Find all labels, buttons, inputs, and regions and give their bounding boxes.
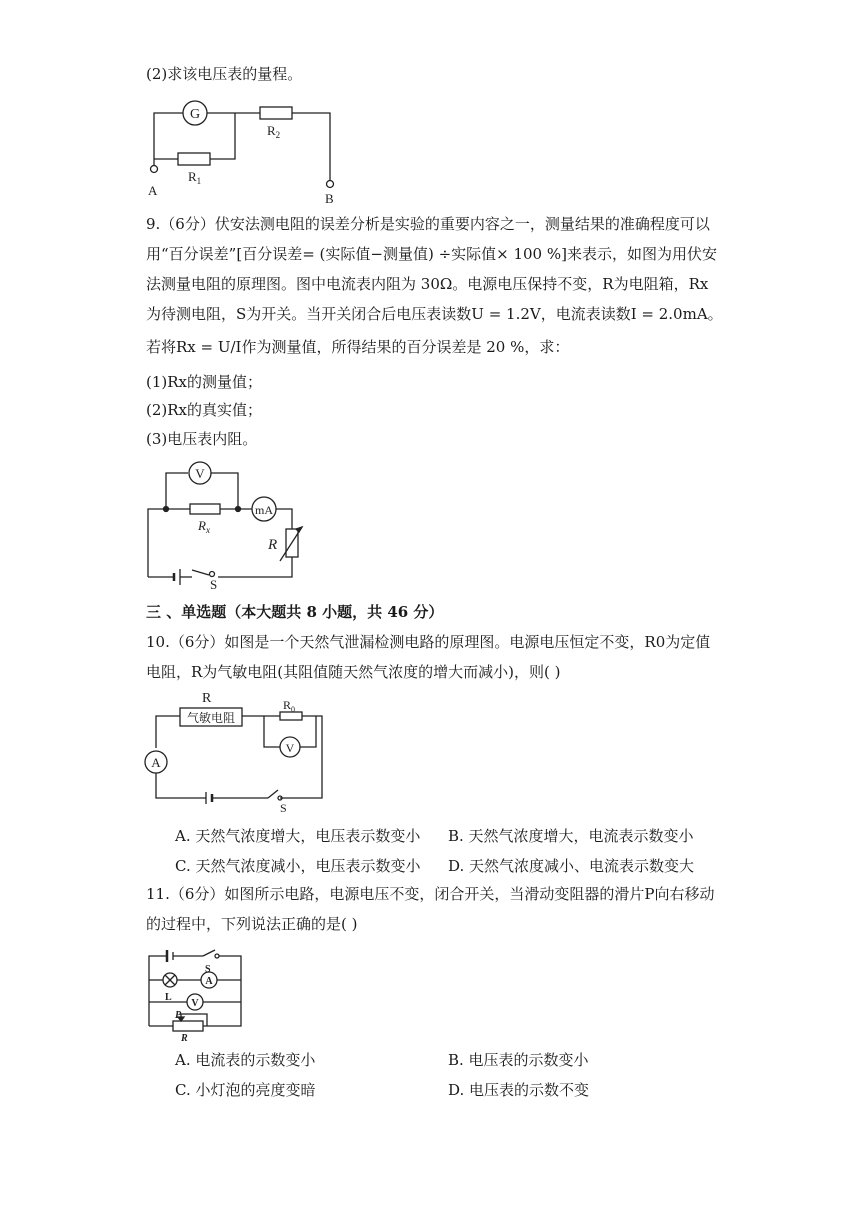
q11-option-c[interactable]: C. 小灯泡的亮度变暗: [175, 1081, 316, 1099]
q11-circuit-figure: [143, 944, 253, 1044]
q9-line5: 若将Rx = U/I作为测量值，所得结果的百分误差是 20 %，求：: [146, 338, 570, 356]
q9-circuit-figure: [140, 457, 310, 592]
q8-circuit-figure: [140, 95, 350, 205]
q11-s-label: S: [205, 964, 211, 975]
q10-line2: 电阻，R为气敏电阻(其阻值随天然气浓度的增大而减小)，则( ): [146, 663, 561, 681]
q10-option-d[interactable]: D. 天然气浓度减小、电流表示数变大: [448, 857, 695, 875]
rx-resistor-icon: [190, 504, 220, 514]
q8-a-label: A: [148, 183, 158, 198]
q10-line1: 10.（6分）如图是一个天然气泄漏检测电路的原理图。电源电压恒定不变，R0为定值: [146, 633, 711, 651]
q11-p-label: P: [175, 1010, 182, 1021]
q11-a-label: A: [205, 976, 213, 987]
q8-r2-label: $R_2$: [267, 123, 281, 140]
q9-line1: 9.（6分）伏安法测电阻的误差分析是实验的重要内容之一，测量结果的准确程度可以: [146, 215, 710, 233]
q11-v-label: V: [191, 998, 199, 1009]
q11-line1: 11.（6分）如图所示电路，电源电压不变，闭合开关，当滑动变阻器的滑片P向右移动: [146, 885, 715, 903]
q11-l-label: L: [165, 992, 172, 1003]
q8-b-label: B: [325, 191, 334, 206]
q9-rx-label: $R_x$: [198, 518, 210, 535]
q10-option-b[interactable]: B. 天然气浓度增大，电流表示数变小: [448, 827, 694, 845]
q10-v-label: V: [285, 741, 295, 755]
q9-ma-label: mA: [255, 503, 273, 517]
q10-r-label: R: [202, 691, 212, 706]
rheostat-icon: [173, 1021, 203, 1031]
q9-sub2: (2)Rx的真实值；: [146, 401, 263, 419]
switch-icon: [210, 572, 215, 577]
terminal-a-icon: [151, 166, 158, 173]
section3-title: 三 、单选题（本大题共 8 小题，共 46 分）: [146, 603, 444, 621]
q11-option-d[interactable]: D. 电压表的示数不变: [448, 1081, 590, 1099]
r1-resistor-icon: [178, 153, 210, 165]
terminal-b-icon: [327, 181, 334, 188]
q10-circuit-figure: [140, 686, 340, 815]
q9-line2: 用“百分误差”[百分误差= (实际值−测量值) ÷实际值× 100 %]来表示，如图为用伏安: [146, 245, 717, 263]
q10-a-label: A: [151, 755, 161, 770]
q10-s-label: S: [280, 801, 287, 815]
q8-sub2: (2)求该电压表的量程。: [146, 65, 303, 83]
q10-option-a[interactable]: A. 天然气浓度增大，电压表示数变小: [175, 827, 421, 845]
q9-line4: 为待测电阻，S为开关。当开关闭合后电压表读数U = 1.2V，电流表读数I = 2.0mA。: [146, 305, 723, 323]
r2-resistor-icon: [260, 107, 292, 119]
switch-icon: [215, 954, 219, 958]
q10-gas-label: 气敏电阻: [186, 711, 236, 725]
q8-g-label: G: [189, 107, 201, 122]
q11-option-b[interactable]: B. 电压表的示数变小: [448, 1051, 589, 1069]
q10-r0-label: $R_0$: [283, 698, 296, 714]
q9-v-label: V: [195, 466, 205, 481]
q9-sub1: (1)Rx的测量值；: [146, 373, 263, 391]
q9-s-label: S: [210, 577, 218, 592]
q9-r-label: R: [268, 537, 278, 553]
q9-sub3: (3)电压表内阻。: [146, 430, 258, 448]
q9-line3: 法测量电阻的原理图。图中电流表内阻为 30Ω。电源电压保持不变，R为电阻箱，Rx: [146, 275, 709, 293]
q11-line2: 的过程中，下列说法正确的是( ): [146, 915, 358, 933]
q11-r-label: R: [181, 1033, 188, 1044]
q10-option-c[interactable]: C. 天然气浓度减小，电压表示数变小: [175, 857, 421, 875]
q11-option-a[interactable]: A. 电流表的示数变小: [175, 1051, 316, 1069]
q8-r1-label: $R_1$: [188, 169, 202, 186]
